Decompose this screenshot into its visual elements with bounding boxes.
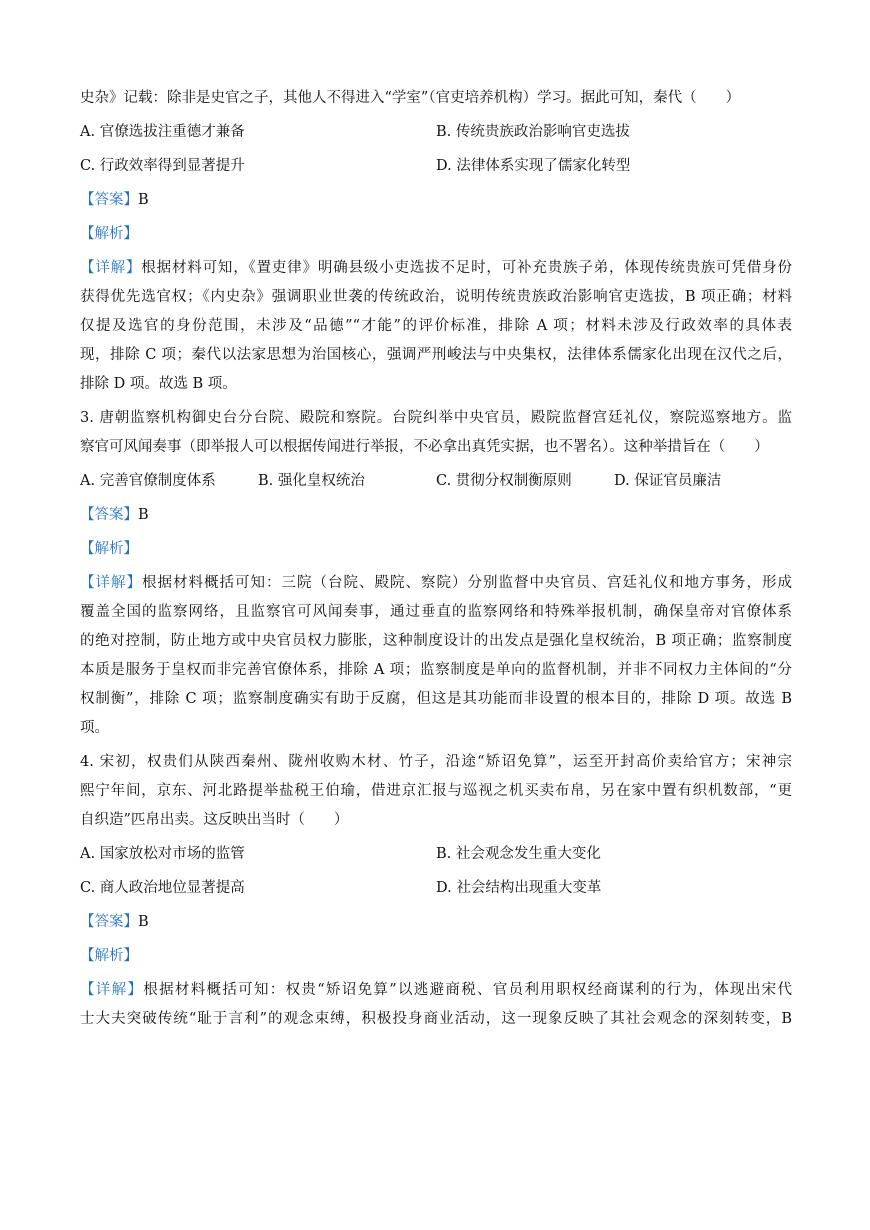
detail-line: 【详解】根据材料可知，《置吏律》明确县级小吏选拔不足时，可补充贵族子弟，体现传统贵族可凭借身份 [80,260,793,276]
answer-value: B [138,507,149,523]
detail-line: 本质是服务于皇权而非完善官僚体系，排除 A 项；监察制度是单向的监督机制，并非不同权力主体间的“分 [80,662,792,678]
stem-line: 3. 唐朝监察机构御史台分台院、殿院和察院。台院纠举中央官员，殿院监督宫廷礼仪，察院巡察地方。监 [80,410,792,426]
question-4-options-row-2 [80,874,792,903]
question-4-option-b: B. 社会观念发生重大变化 [436,846,601,862]
answer-tag: 【答案】 [80,507,138,523]
detail-line: 项。 [80,720,109,736]
question-4-option-d: D. 社会结构出现重大变革 [436,880,602,896]
question-4-stem [80,748,792,835]
detail-line: 覆盖全国的监察网络，且监察官可风闻奏事，通过垂直的监察网络和特殊举报机制，确保皇帝对官僚体系 [80,604,792,620]
question-4-detail [80,976,792,1034]
question-2-option-b: B. 传统贵族政治影响官吏选拔 [436,124,630,140]
detail-line: 【详解】根据材料概括可知：三院（台院、殿院、察院）分别监督中央官员、宫廷礼仪和地方事务，形成 [80,575,792,591]
question-4-option-c: C. 商人政治地位显著提高 [80,880,245,896]
detail-line: 权制衡”，排除 C 项；监察制度确实有助于反腐，但这是其功能而非设置的根本目的，排除 D 项。故选 B [80,691,792,707]
analysis-tag: 【解析】 [80,541,138,557]
answer-value: B [138,192,149,208]
detail-line: 的绝对控制，防止地方或中央官员权力膨胀，这种制度设计的出发点是强化皇权统治，B 项正确；监察制度 [80,633,792,649]
question-3-detail [80,569,792,743]
answer-value: B [138,914,149,930]
answer-tag: 【答案】 [80,192,138,208]
question-4-options-row-1 [80,840,792,869]
question-4-analysis-heading [80,942,792,971]
question-4-answer [80,908,792,937]
detail-line: 仅提及选官的身份范围，未涉及“品德”“才能”的评价标准，排除 A 项；材料未涉及行政效率的具体表 [80,318,792,334]
detail-line: 现，排除 C 项；秦代以法家思想为治国核心，强调严刑峻法与中央集权，法律体系儒家化出现在汉代之后， [80,347,792,363]
detail-tag: 【详解】 [80,982,144,998]
detail-tag: 【详解】 [80,575,142,591]
question-2-stem: 史杂》记载：除非是史官之子，其他人不得进入“学室”（官吏培养机构）学习。据此可知，秦代（ ） [80,90,741,106]
analysis-tag: 【解析】 [80,948,138,964]
question-3-option-d: D. 保证官员廉洁 [614,473,722,489]
answer-tag: 【答案】 [80,914,138,930]
question-3-answer [80,501,792,530]
question-3-option-a: A. 完善官僚制度体系 [80,473,216,489]
detail-line: 【详解】根据材料概括可知：权贵“矫诏免算”以逃避商税、官员利用职权经商谋利的行为，体现出宋代 [80,982,792,998]
question-3-option-c: C. 贯彻分权制衡原则 [436,473,572,489]
stem-line: 察官可风闻奏事（即举报人可以根据传闻进行举报，不必拿出真凭实据，也不署名）。这种举措旨在（ ） [80,439,769,455]
question-2-option-d: D. 法律体系实现了儒家化转型 [436,158,631,174]
question-3-option-b: B. 强化皇权统治 [258,473,365,489]
detail-line: 获得优先选官权；《内史杂》强调职业世袭的传统政治，说明传统贵族政治影响官吏选拔，B 项正确；材料 [80,289,792,305]
document-page [80,84,792,1034]
analysis-tag: 【解析】 [80,226,138,242]
stem-line: 熙宁年间，京东、河北路提举盐税王伯瑜，借进京汇报与巡视之机买卖布帛，另在家中置有织机数部，“更 [80,783,792,799]
question-2-detail [80,254,792,399]
question-3-analysis-heading [80,535,792,564]
question-2-analysis-heading [80,220,792,249]
question-2-option-c: C. 行政效率得到显著提升 [80,158,245,174]
question-2-options-row-1 [80,118,792,147]
stem-line: 自织造”匹帛出卖。这反映出当时（ ） [80,812,349,828]
detail-line: 士大夫突破传统“耻于言利”的观念束缚，积极投身商业活动，这一现象反映了其社会观念的深刻转变，B [80,1011,792,1027]
detail-line: 排除 D 项。故选 B 项。 [80,376,237,392]
question-2-answer [80,186,792,215]
question-2-option-a: A. 官僚选拔注重德才兼备 [80,124,245,140]
question-4-option-a: A. 国家放松对市场的监管 [80,846,245,862]
question-3-stem [80,404,792,462]
stem-line: 4. 宋初，权贵们从陕西秦州、陇州收购木材、竹子，沿途“矫诏免算”，运至开封高价卖给官方；宋神宗 [80,754,792,770]
question-3-options [80,467,792,496]
question-2-options-row-2 [80,152,792,181]
detail-tag: 【详解】 [80,260,142,276]
